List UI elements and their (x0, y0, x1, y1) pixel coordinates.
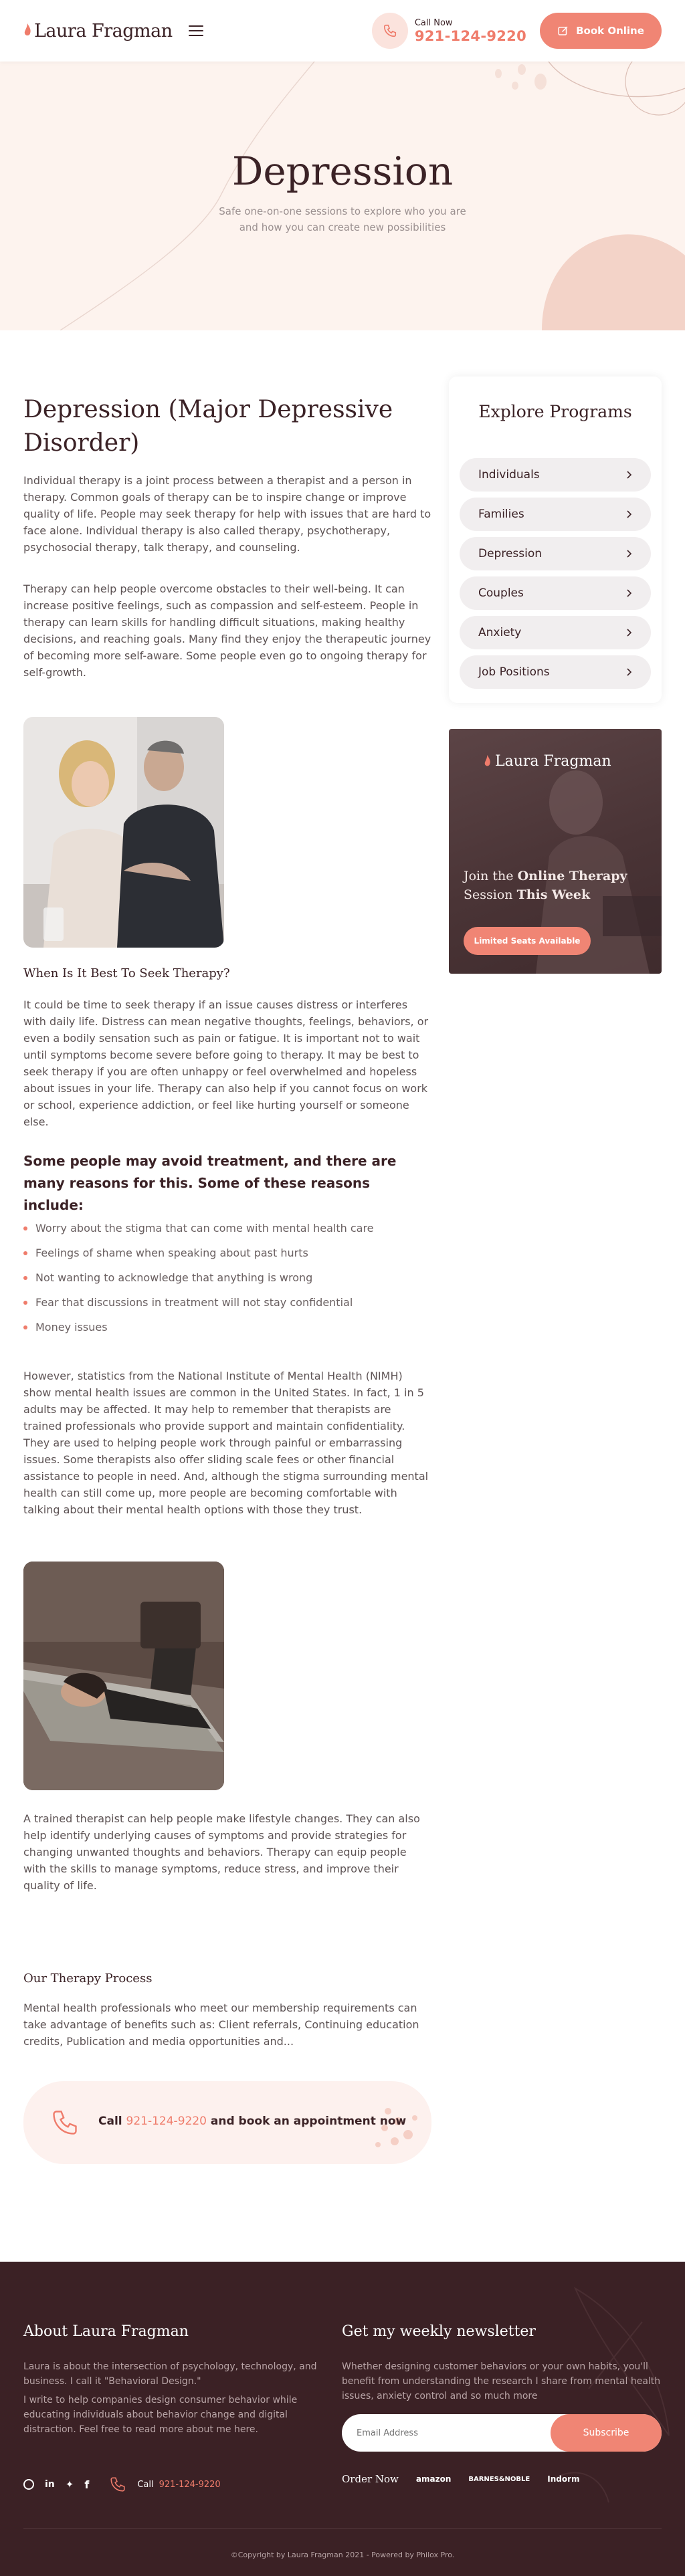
chevron-right-icon (627, 550, 632, 558)
book-online-label: Book Online (576, 25, 644, 37)
newsletter-title: Get my weekly newsletter (342, 2323, 536, 2340)
newsletter-form (342, 2414, 662, 2452)
article-paragraph-1: Individual therapy is a joint process between a therapist and a person in therapy. Common goals of therapy can be to inspire change or improve quality of life. People may seek therapy for help with issues that are hard to face alone. Individual therapy is also called therapy, psychotherapy, psychosocial therapy, talk therapy, and counseling. (23, 474, 431, 554)
hero-subtitle-line-2: and how you can create new possibilities (239, 221, 446, 233)
article-paragraph-4: However, statistics from the National Institute of Mental Health (NIMH) show mental health issues are common in the United States. In fact, 1 in 5 adults may be affected. It may help to remember that therapists are trained professionals who provide support and maintain confidentiality. They are used to helping people work through painful or embarrassing issues. Some therapists also offer sliding scale fees or other financial assistance to people in need. And, although the stigma surrounding mental health can still come up, more people are becoming comfortable with talking about their mental health options with those they trust. (23, 1370, 429, 1516)
hero-decoration (0, 62, 685, 330)
flame-logo-icon (484, 755, 491, 768)
program-item-individuals[interactable]: Individuals (460, 458, 651, 492)
reasons-heading: Some people may avoid treatment, and there are many reasons for this. Some of these reasons include: (23, 1153, 397, 1213)
logo[interactable] (23, 21, 173, 41)
amazon-store-link[interactable]: amazon (415, 2474, 452, 2484)
hero-subtitle (0, 203, 685, 235)
article-paragraph-5: A trained therapist can help people make lifestyle changes. They can also help identify underlying causes of symptoms and provide strategies for changing unwanted thoughts and behaviors. Therapy can equip people with the skills to manage symptoms, reduce stress, and improve their quality of life. (23, 1812, 420, 1892)
flame-logo-icon (23, 23, 31, 38)
list-item: Worry about the stigma that can come with mental health care (23, 1216, 431, 1241)
facebook-icon[interactable]: f (84, 2478, 90, 2491)
article-paragraph-3: It could be time to seek therapy if an issue causes distress or interferes with daily life. Distress can mean negative thoughts, feelings, behaviors, or even a bodily sensation such as pain or fatigue. It is important not to wait until symptoms become severe before going to therapy. It may be best to seek therapy if you are often unhappy or feel overwhelmed and hopeless about issues in your life. Therapy can also help if you cannot focus on work or school, experience addiction, or feel like hurting yourself or someone else. (23, 998, 429, 1128)
chevron-right-icon (627, 510, 632, 518)
phone-icon (109, 2476, 126, 2493)
cta-call-label: Call (98, 2115, 122, 2128)
footer-divider (23, 2528, 662, 2529)
program-item-depression[interactable]: Depression (460, 537, 651, 570)
linkedin-icon[interactable]: in (45, 2479, 55, 2490)
hero-banner (0, 62, 685, 330)
program-item-job-positions[interactable]: Job Positions (460, 655, 651, 689)
edit-icon (557, 25, 569, 37)
chevron-right-icon (627, 471, 632, 479)
footer-call-label: Call (137, 2479, 154, 2490)
site-header (0, 0, 685, 62)
about-paragraph-2: I write to help companies design consumer behavior while educating individuals about behavior change and digital distraction. Feel free to read more about me here. (23, 2395, 298, 2435)
program-item-couples[interactable]: Couples (460, 576, 651, 610)
resting-man-photo (23, 1562, 224, 1790)
subscribe-button[interactable]: Subscribe (551, 2414, 662, 2452)
programs-title: Explore Programs (478, 402, 632, 421)
cta-rest: and book an appointment now (210, 2115, 407, 2128)
cta-text (98, 2115, 406, 2128)
promo-headline: Join the Online Therapy Session This Week (464, 869, 627, 902)
book-online-button[interactable] (540, 13, 662, 49)
therapy-session-photo (23, 717, 224, 948)
page-title: Depression (231, 148, 454, 194)
explore-programs-widget (449, 377, 662, 703)
menu-icon[interactable] (189, 25, 203, 36)
copyright: ©Copyright by Laura Fragman 2021 - Powered by Philox Pro. (230, 2551, 455, 2559)
social-links (23, 2476, 221, 2493)
reasons-list (23, 1216, 431, 1339)
limited-seats-button[interactable]: Limited Seats Available (464, 927, 591, 955)
program-item-anxiety[interactable]: Anxiety (460, 616, 651, 649)
list-item: Fear that discussions in treatment will not stay confidential (23, 1290, 431, 1315)
phone-icon (372, 13, 408, 49)
cta-phone-number[interactable]: 921-124-9220 (126, 2115, 207, 2128)
reddit-icon[interactable] (23, 2479, 34, 2490)
online-therapy-promo[interactable] (449, 729, 662, 974)
call-now-label: Call Now (414, 17, 453, 28)
call-cta-banner[interactable] (23, 2081, 431, 2164)
about-paragraph-1: Laura is about the intersection of psychology, technology, and business. I call it "Behavioral Design." (23, 2361, 317, 2387)
footer-phone-number[interactable]: 921-124-9220 (159, 2479, 221, 2490)
article-title: Depression (Major Depressive Disorder) (23, 396, 393, 457)
logo-text: Laura Fragman (34, 20, 173, 41)
chevron-right-icon (627, 589, 632, 597)
newsletter-paragraph: Whether designing customer behaviors or your own habits, you'll benefit from understanding the research I share from mental health issues, anxiety control and so much more (342, 2361, 661, 2401)
process-heading: Our Therapy Process (23, 1971, 153, 1985)
phone-icon (50, 2108, 80, 2137)
indorm-store-link[interactable]: Indorm (547, 2474, 580, 2484)
email-input[interactable] (342, 2414, 543, 2452)
about-title: About Laura Fragman (23, 2323, 189, 2340)
twitter-icon[interactable]: ✦ (65, 2478, 74, 2490)
hero-subtitle-line-1: Safe one-on-one sessions to explore who you are (219, 205, 466, 217)
list-item: Money issues (23, 1315, 431, 1339)
site-footer (0, 2262, 685, 2576)
when-heading: When Is It Best To Seek Therapy? (23, 966, 230, 980)
program-item-families[interactable]: Families (460, 498, 651, 531)
call-now-block[interactable] (372, 13, 526, 49)
barnes-noble-store-link[interactable]: BARNES&NOBLE (468, 2475, 530, 2483)
chevron-right-icon (627, 629, 632, 637)
header-phone-number[interactable]: 921-124-9220 (414, 27, 526, 44)
article-paragraph-2: Therapy can help people overcome obstacles to their well-being. It can increase positive feelings, such as compassion and self-esteem. People in therapy can learn skills for handling difficult situations, making healthy decisions, and reaching goals. Many find they enjoy the therapeutic journey of becoming more self-aware. Some people even go to ongoing therapy for self-growth. (23, 582, 431, 679)
order-now-row (342, 2473, 580, 2485)
promo-logo: Laura Fragman (484, 753, 611, 770)
list-item: Feelings of shame when speaking about past hurts (23, 1241, 431, 1265)
list-item: Not wanting to acknowledge that anything is wrong (23, 1265, 431, 1290)
article-paragraph-6: Mental health professionals who meet our membership requirements can take advantage of benefits such as: Client referrals, Continuing education credits, Publication and media opportunities and... (23, 2002, 419, 2048)
order-now-label: Order Now (342, 2473, 399, 2485)
chevron-right-icon (627, 668, 632, 676)
